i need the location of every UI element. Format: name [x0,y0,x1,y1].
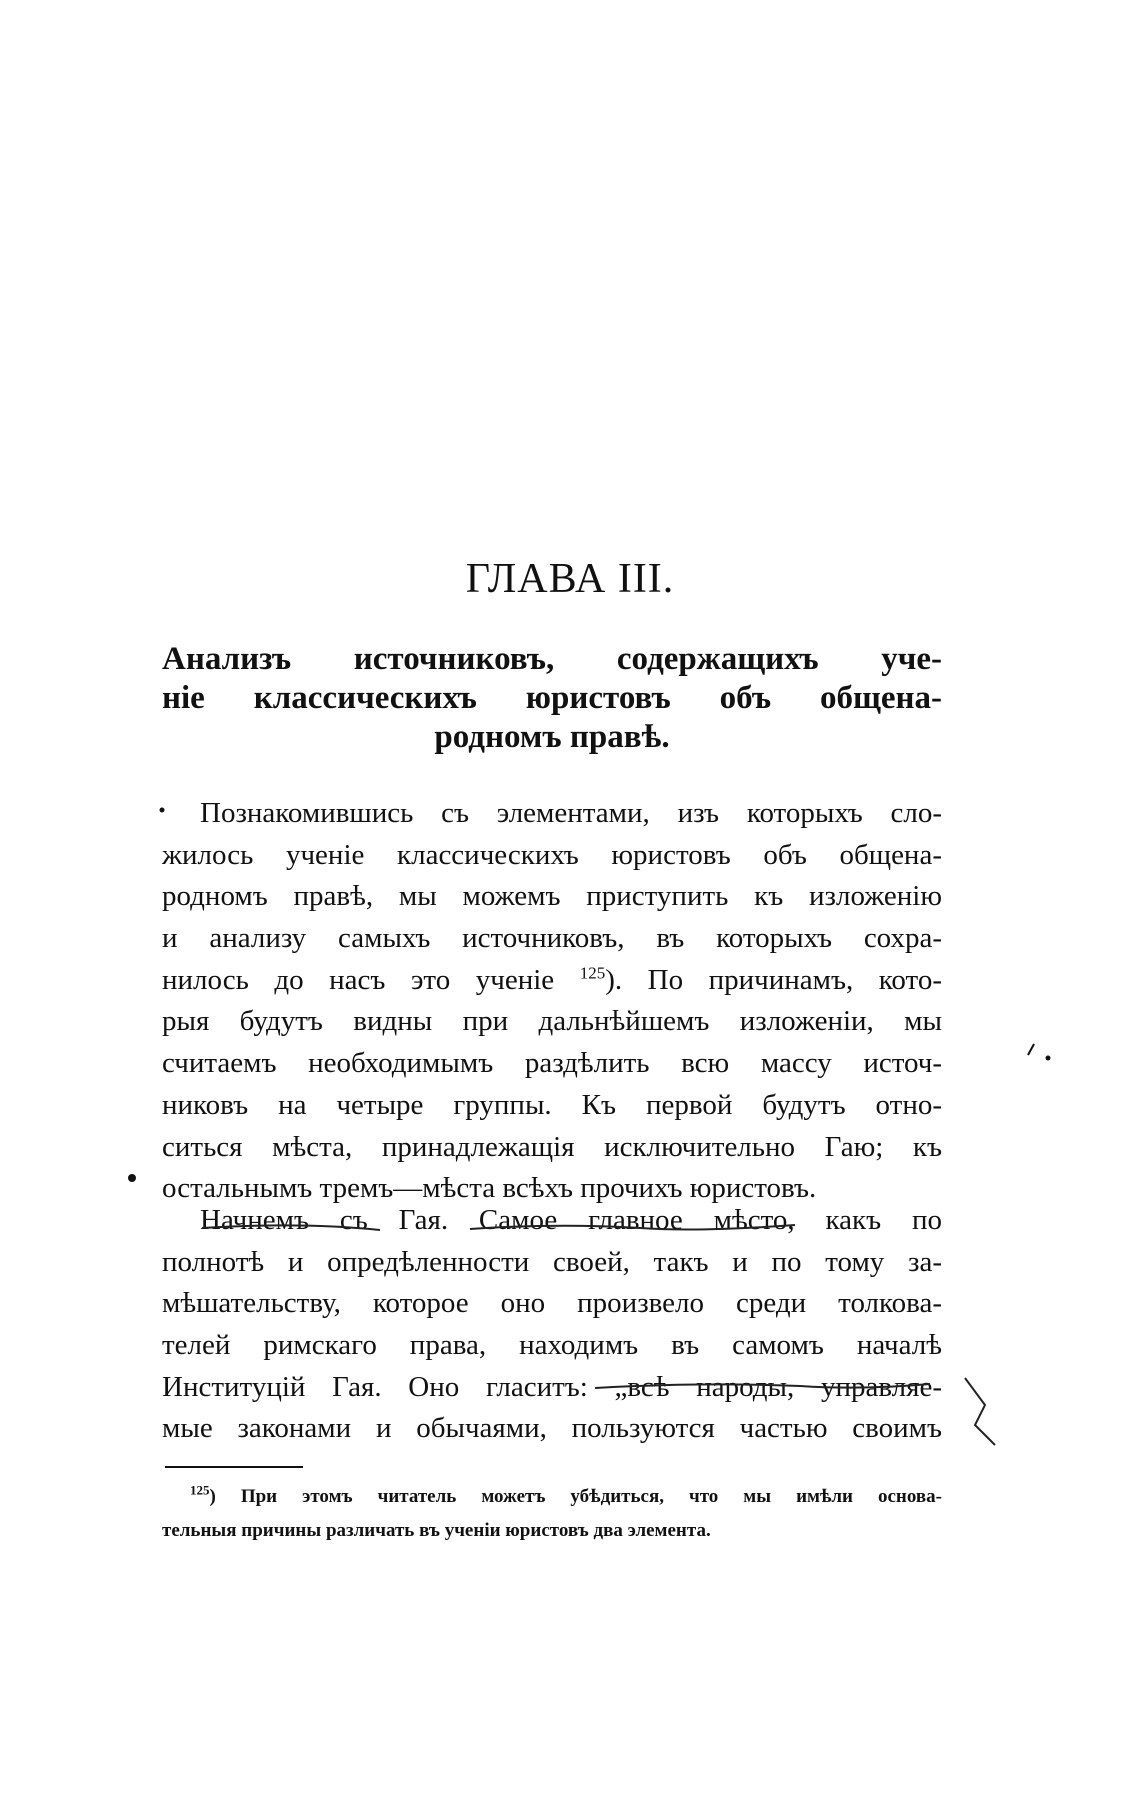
text-line: Познакомившись съ элементами, изъ которыхъ сло- [200,797,942,829]
text-segment: ). По причинамъ, кото- [605,963,942,996]
text-segment: ) При этомъ читатель можетъ убѣдиться, что мы имѣли основа- [209,1486,942,1507]
footnote-line [162,1480,942,1514]
text-line: полнотѣ и опредѣленности своей, такъ и по тому за- [162,1245,942,1278]
text-line: и анализу самыхъ источниковъ, въ которыхъ сохра- [162,922,942,955]
text-line-with-footnote [162,960,942,1002]
footnote-block [162,1480,942,1548]
text-line: никовъ на четыре группы. Къ первой будутъ отно- [162,1088,942,1121]
paragraph-1 [162,793,942,1210]
text-line: мые законами и обычаями, пользуются частью своимъ [162,1412,942,1445]
text-line: мѣшательству, которое оно произвело среди толкова- [162,1287,942,1320]
text-segment: нилось до насъ это ученiе [162,963,555,996]
chapter-title-line: родномъ правѣ. [434,719,670,755]
footnote-number: 125 [190,1482,210,1498]
text-line: считаемъ необходимымъ раздѣлить всю массу источ- [162,1047,942,1080]
text-line: родномъ правѣ, мы можемъ приступить къ изложенiю [162,880,942,913]
text-line: жилось ученiе классическихъ юристовъ объ общена- [162,838,942,871]
text-line: рыя будутъ видны при дальнѣйшемъ изложенiи, мы [162,1005,942,1038]
footnote-divider [165,1466,303,1468]
footnote-line: тельныя причины различать въ ученiи юристовъ два элемента. [162,1520,711,1541]
text-line: ситься мѣста, принадлежащiя исключительно Гаю; къ [162,1130,942,1163]
paragraph-2 [162,1200,942,1450]
text-line: телей римскаго права, находимъ въ самомъ началѣ [162,1329,942,1362]
text-line-underlined: Начнемъ съ Гая. Самое главное мѣсто, какъ по [200,1204,942,1236]
chapter-title-line: нiе классическихъ юристовъ объ общена- [162,680,942,716]
chapter-title-line: Анализъ источниковъ, содержащихъ уче- [162,641,942,677]
footnote-reference[interactable]: 125 [579,963,606,983]
text-line: остальнымъ тремъ—мѣста всѣхъ прочихъ юристовъ. [162,1172,817,1205]
text-line-underlined: Институцiй Гая. Оно гласитъ: „всѣ народы, управляе- [162,1370,942,1403]
chapter-heading: ГЛАВА III. [465,556,675,602]
chapter-title [162,640,942,757]
